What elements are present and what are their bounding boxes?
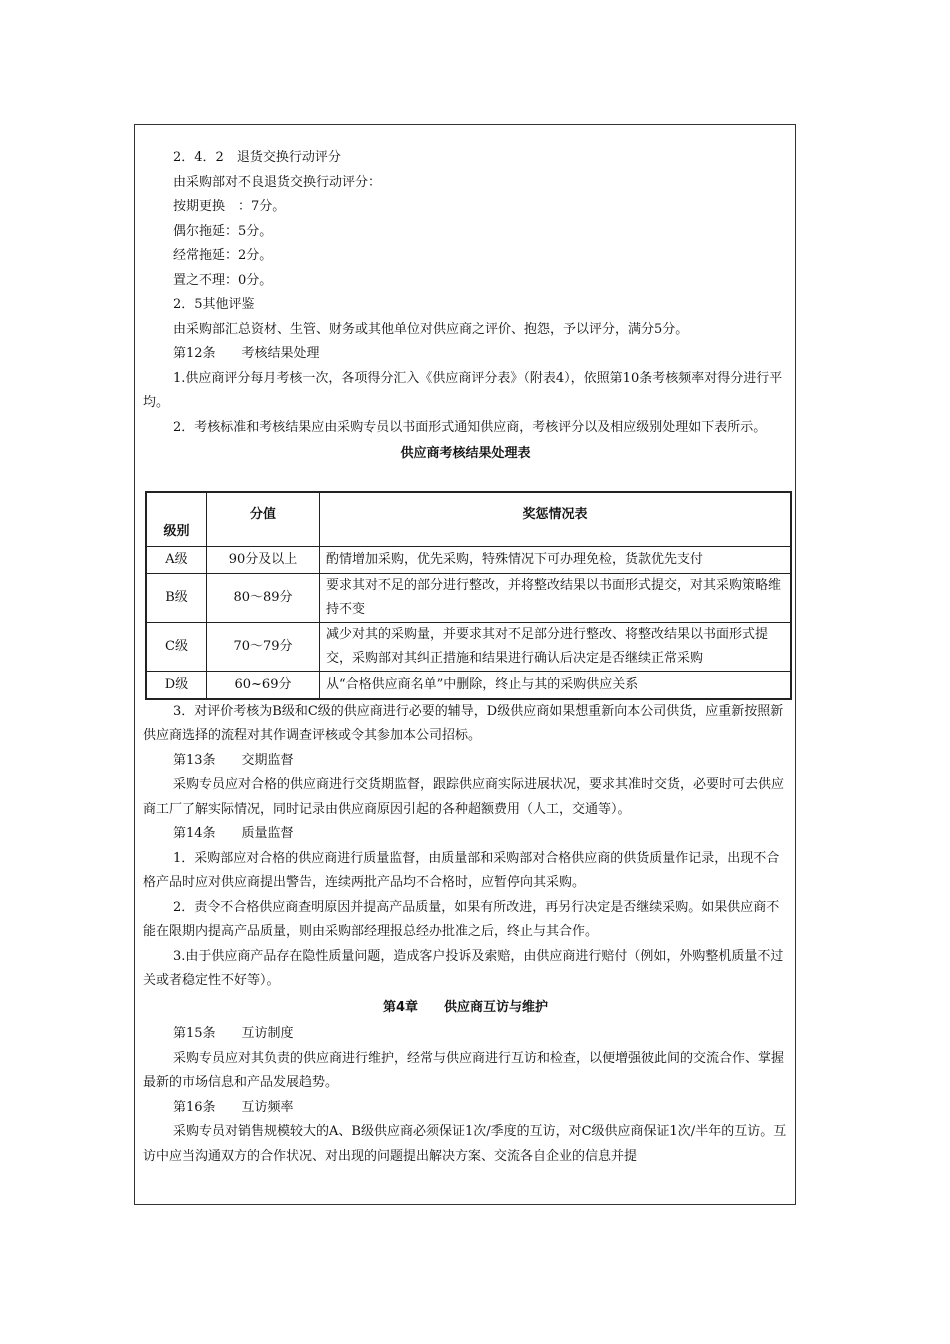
paragraph: 2．5其他评鉴: [173, 297, 255, 312]
cell-action: 要求其对不足的部分进行整改，并将整改结果以书面形式提交，对其采购策略维持不变: [320, 573, 792, 622]
header-score: 分值: [207, 492, 320, 547]
document-frame: [134, 124, 796, 1205]
paragraph: 2．责令不合格供应商查明原因并提高产品质量，如果有所改进，再另行决定是否继续采购。如果供应商不能在限期内提高产品质量，则由采购部经理报总经办批准之后，终止与其合作。: [143, 899, 780, 939]
cell-action: 减少对其的采购量，并要求其对不足部分进行整改、将整改结果以书面形式提交，采购部对其纠正措施和结果进行确认后决定是否继续正常采购: [320, 622, 792, 671]
paragraph: 3．对评价考核为B级和C级的供应商进行必要的辅导，D级供应商如果想重新向本公司供货，应重新按照新供应商选择的流程对其作调查评核或令其参加本公司招标。: [143, 703, 784, 743]
paragraph: 置之不理：0分。: [173, 272, 273, 288]
cell-action: 酌情增加采购，优先采购，特殊情况下可办理免检，货款优先支付: [320, 546, 792, 573]
paragraph: 采购专员对销售规模较大的A、B级供应商必须保证1次/季度的互访，对C级供应商保证1次/半年的互访。互访中应当沟通双方的合作状况、对出现的问题提出解决方案、交流各自企业的信息并提: [143, 1124, 787, 1164]
cell-score: 70～79分: [207, 622, 320, 671]
paragraph: 1．采购部应对合格的供应商进行质量监督，由质量部和采购部对合格供应商的供货质量作记录，出现不合格产品时应对供应商提出警告，连续两批产品均不合格时，应暂停向其采购。: [143, 850, 780, 890]
paragraph: 由采购部对不良退货交换行动评分：: [173, 174, 382, 190]
table-body: [146, 546, 791, 699]
paragraph: 2．4．2 退货交换行动评分: [173, 150, 341, 165]
cell-score: 90分及以上: [207, 546, 320, 573]
paragraph: 1.供应商评分每月考核一次，各项得分汇入《供应商评分表》（附表4），依照第10条考核频率对得分进行平均。: [143, 370, 783, 410]
cell-level: B级: [146, 573, 207, 622]
cell-score: 80～89分: [207, 573, 320, 622]
paragraph: 采购专员应对合格的供应商进行交货期监督，跟踪供应商实际进展状况，要求其准时交货，必要时可去供应商工厂了解实际情况，同时记录由供应商原因引起的各种超额费用（人工，交通等）。: [143, 777, 785, 817]
table-title: 供应商考核结果处理表: [400, 446, 531, 461]
section-bottom: [143, 1022, 788, 1169]
section-top: [143, 146, 788, 440]
paragraph: 第15条 互访制度: [173, 1026, 294, 1041]
paragraph: 偶尔拖延：5分。: [173, 223, 273, 239]
paragraph: 第14条 质量监督: [173, 826, 294, 841]
assessment-table: [145, 491, 792, 700]
header-reward: 奖惩情况表: [320, 492, 792, 547]
cell-action: 从“合格供应商名单”中删除，终止与其的采购供应关系: [320, 671, 792, 699]
paragraph: 第16条 互访频率: [173, 1099, 294, 1115]
section-middle: [143, 700, 788, 994]
header-level: 级别: [146, 492, 207, 547]
paragraph: 经常拖延：2分。: [173, 248, 273, 263]
paragraph: 3.由于供应商产品存在隐性质量问题，造成客户投诉及索赔，由供应商进行赔付（例如，外购整机质量不过关或者稳定性不好等）。: [143, 948, 784, 988]
table-row: [146, 573, 791, 622]
table-header-row: [146, 492, 791, 547]
paragraph: 第12条 考核结果处理: [173, 346, 320, 361]
document-content: [143, 146, 788, 1169]
table-row: [146, 546, 791, 573]
paragraph: 采购专员应对其负责的供应商进行维护，经常与供应商进行互访和检查，以便增强彼此间的交流合作、掌握最新的市场信息和产品发展趋势。: [143, 1050, 785, 1090]
cell-level: D级: [146, 671, 207, 699]
paragraph: 2．考核标准和考核结果应由采购专员以书面形式通知供应商，考核评分以及相应级别处理如下表所示。: [173, 419, 767, 435]
cell-score: 60~69分: [207, 671, 320, 699]
paragraph: 按期更换 ：7分。: [173, 199, 286, 214]
table-row: [146, 671, 791, 699]
cell-level: C级: [146, 622, 207, 671]
paragraph: 由采购部汇总资材、生管、财务或其他单位对供应商之评价、抱怨，予以评分，满分5分。: [173, 321, 689, 337]
chapter-heading: 第4章 供应商互访与维护: [382, 999, 549, 1015]
cell-level: A级: [146, 546, 207, 573]
paragraph: 第13条 交期监督: [173, 752, 294, 768]
table-row: [146, 622, 791, 671]
